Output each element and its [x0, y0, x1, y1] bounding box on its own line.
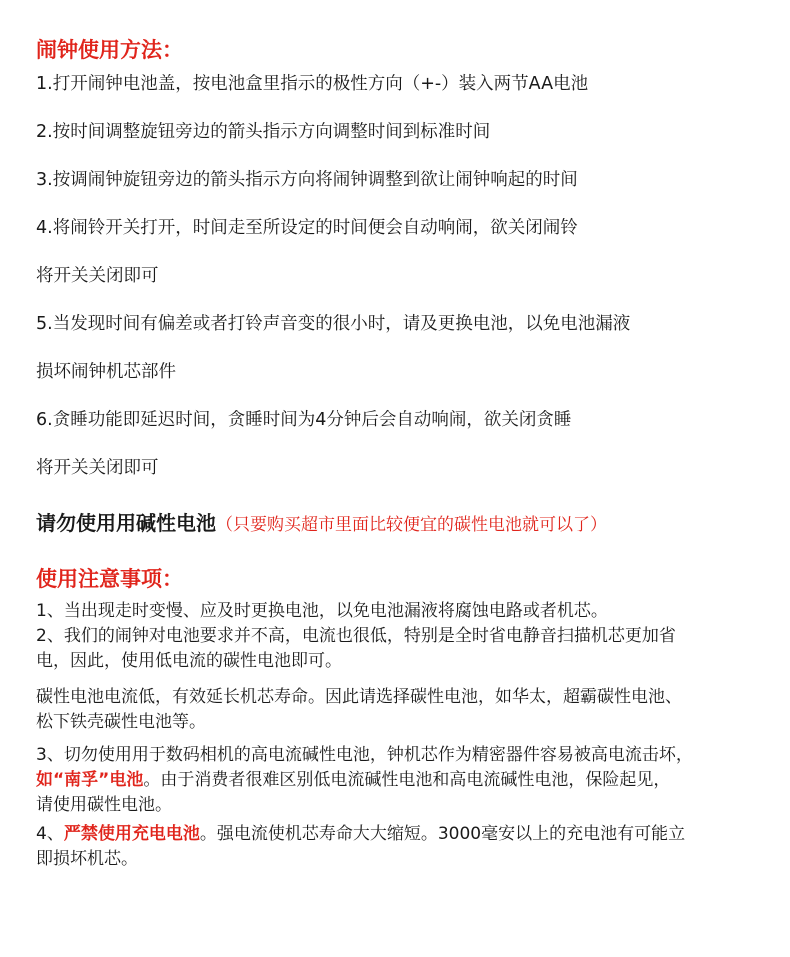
instruction-line-6-cont: 将开关关闭即可 — [36, 458, 159, 478]
instruction-line-6: 6.贪睡功能即延迟时间，贪睡时间为4分钟后会自动响闹，欲关闭贪睡 — [36, 410, 572, 430]
note-2-line-1: 2、我们的闹钟对电池要求并不高，电流也很低，特别是全时省电静音扫描机芯更加省 — [36, 626, 676, 646]
instruction-line-1: 1.打开闹钟电池盖，按电池盒里指示的极性方向（+-）装入两节AA电池 — [36, 74, 589, 94]
note-1: 1、当出现走时变慢、应及时更换电池，以免电池漏液将腐蚀电路或者机芯。 — [36, 601, 608, 621]
note-carbon-line-1: 碳性电池电流低，有效延长机芯寿命。因此请选择碳性电池，如华太，超霸碳性电池、 — [36, 687, 682, 707]
recommendation-main: 请勿使用用碱性电池 — [36, 511, 216, 535]
instruction-line-4: 4.将闹铃开关打开，时间走至所设定的时间便会自动响闹，欲关闭闹铃 — [36, 218, 578, 238]
recommendation-note: （只要购买超市里面比较便宜的碳性电池就可以了） — [216, 515, 607, 535]
note-4-line-2: 即损坏机芯。 — [36, 849, 138, 869]
rechargeable-warning: 严禁使用充电电池 — [63, 824, 200, 844]
battery-recommendation — [36, 507, 607, 536]
note-3-line-1: 3、切勿使用用于数码相机的高电流碱性电池，钟机芯作为精密器件容易被高电流击坏， — [36, 745, 693, 765]
note-4-line-1-rest: 。强电流使机芯寿命大大缩短。3000毫安以上的充电池有可能立 — [199, 824, 686, 844]
instruction-line-2: 2.按时间调整旋钮旁边的箭头指示方向调整时间到标准时间 — [36, 122, 491, 142]
section2-title: 使用注意事项： — [36, 567, 183, 591]
section1-title: 闹钟使用方法： — [36, 38, 183, 62]
instruction-line-4-cont: 将开关关闭即可 — [36, 266, 159, 286]
instruction-line-3: 3.按调闹钟旋钮旁边的箭头指示方向将闹钟调整到欲让闹钟响起的时间 — [36, 170, 578, 190]
note-4-prefix: 4、 — [36, 824, 64, 844]
nanfu-warning: 如“南孚”电池 — [36, 770, 144, 790]
note-3-line-2-rest: 。由于消费者很难区别低电流碱性电池和高电流碱性电池，保险起见， — [143, 770, 671, 790]
note-3-line-2 — [36, 769, 670, 792]
note-carbon-line-2: 松下铁壳碳性电池等。 — [36, 712, 206, 732]
instruction-line-5-cont: 损坏闹钟机芯部件 — [36, 362, 176, 382]
note-2-line-2: 电，因此，使用低电流的碳性电池即可。 — [36, 651, 342, 671]
instruction-line-5: 5.当发现时间有偏差或者打铃声音变的很小时，请及更换电池，以免电池漏液 — [36, 314, 631, 334]
note-3-line-3: 请使用碳性电池。 — [36, 795, 172, 815]
note-4-line-1 — [36, 823, 685, 846]
